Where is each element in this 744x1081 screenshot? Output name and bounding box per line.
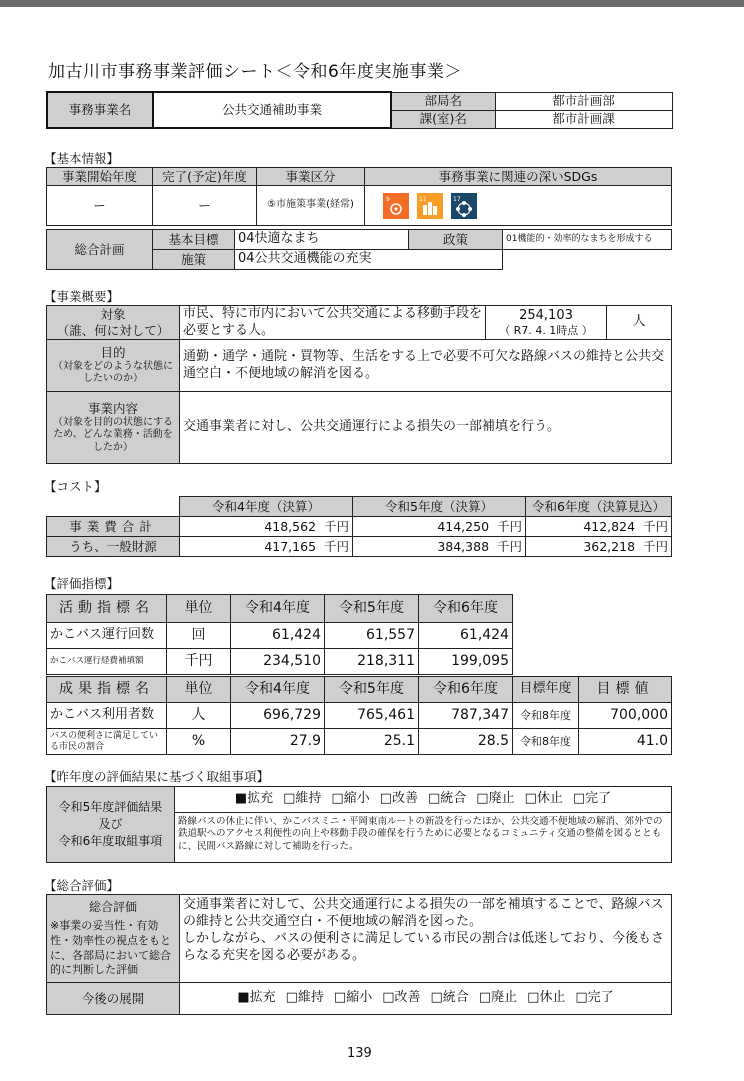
sdgs-icons: [365, 186, 672, 226]
svg-text:9: 9: [386, 195, 390, 203]
activity-header: 活動指標名: [47, 595, 167, 623]
outcome-header: 成果指標名: [47, 677, 167, 703]
prev-option-complete: □完了: [572, 791, 612, 807]
cost-general-r5: 384,388 千円: [353, 537, 526, 557]
prev-eval-label: [47, 787, 175, 863]
category-label: 事業区分: [257, 168, 365, 186]
overview-table: [46, 305, 672, 464]
measure-label: 施策: [153, 250, 235, 270]
target-label-main: 対象: [100, 306, 126, 322]
indicators-heading: 【評価指標】: [44, 576, 120, 591]
sdgs-label: 事務事業に関連の深いSDGs: [365, 168, 672, 186]
prev-option-suspend: □休止: [524, 791, 563, 807]
outcome-target-year-2: 令和8年度: [513, 729, 579, 755]
target-date: （ R7. 4. 1時点 ）: [499, 323, 593, 337]
activity-value-1-r5: 61,557: [325, 623, 419, 649]
cost-col-r4: 令和4年度（決算）: [180, 497, 353, 517]
content-label-main: 事業内容: [87, 400, 138, 416]
start-year: ー: [47, 186, 153, 226]
policy-value: 01機能的・効率的なまちを形成する: [503, 230, 672, 250]
content-text: 交通事業者に対し、公共交通運行による損失の一部補填を行う。: [180, 392, 672, 464]
dept-label: 部局名: [391, 92, 495, 110]
purpose-text: 通勤・通学・通院・買物等、生活をする上で必要不可欠な路線バスの維持と公共交通空白・不便地域の解消を図る。: [180, 340, 672, 392]
prev-eval-text: 路線バスの休止に伴い、かこバスミニ・平岡東南ルートの新設を行ったほか、公共交通不便地域の解消、郊外での鉄道駅へのアクセス利便性の向上や移動手段の確保を行うために必要となるコミュニティ交通の整備を図るとともに、民間バス路線に対して補助を行った。: [175, 813, 672, 863]
overall-heading: 【総合評価】: [44, 878, 120, 893]
outcome-value-1-r5: 765,461: [325, 703, 419, 729]
section-name: 都市計画課: [495, 110, 672, 128]
cost-total-r5: 414,250 千円: [353, 517, 526, 537]
future-label: 今後の展開: [47, 983, 180, 1015]
overall-text-1: 交通事業者に対して、公共交通運行による損失の一部を補填することで、路線バスの維持と公共交通空白・不便地域の解消を図った。: [183, 897, 664, 929]
outcome-target-value-2: 41.0: [579, 729, 672, 755]
sdg-9-icon: [383, 193, 409, 219]
target-unit: 人: [607, 306, 672, 340]
activity-r6-header: 令和6年度: [419, 595, 513, 623]
plan-table: [46, 229, 672, 270]
overall-label: [47, 895, 180, 983]
start-year-label: 事業開始年度: [47, 168, 153, 186]
top-border: [0, 0, 744, 7]
sdg-17-icon: [451, 193, 477, 219]
overview-heading: 【事業概要】: [44, 289, 120, 304]
prev-option-abolish: □廃止: [476, 791, 515, 807]
future-option-improve: □改善: [382, 990, 421, 1006]
project-name: 公共交通補助事業: [153, 92, 391, 128]
prev-eval-label-1: 令和5年度評価結果: [58, 800, 163, 815]
cost-col-r6: 令和6年度（決算見込）: [526, 497, 672, 517]
activity-unit-2: 千円: [167, 649, 231, 675]
target-count-cell: [486, 306, 607, 340]
measure-value: 04公共交通機能の充実: [235, 250, 503, 270]
activity-unit-header: 単位: [167, 595, 231, 623]
future-option-integrate: □統合: [430, 990, 469, 1006]
future-option-complete: □完了: [575, 990, 614, 1006]
dept-name: 都市計画部: [495, 92, 672, 110]
svg-text:11: 11: [419, 195, 427, 203]
outcome-unit-header: 単位: [167, 677, 231, 703]
target-year-header: 目標年度: [513, 677, 579, 703]
cost-table: [46, 496, 672, 557]
overall-table: [46, 894, 672, 1015]
prev-option-expand: ■拡充: [234, 791, 274, 807]
purpose-label-sub: （対象をどのような状態にしたいのか）: [53, 360, 173, 385]
outcome-value-2-r5: 25.1: [325, 729, 419, 755]
section-label: 課(室)名: [391, 110, 495, 128]
purpose-label: [47, 340, 180, 392]
target-text: 市民、特に市内において公共交通による移動手段を必要とする人。: [180, 306, 486, 340]
activity-name-2: かこバス運行経費補填額: [47, 649, 167, 675]
svg-text:17: 17: [453, 195, 461, 203]
cost-general-r6: 362,218 千円: [526, 537, 672, 557]
activity-r5-header: 令和5年度: [325, 595, 419, 623]
outcome-r4-header: 令和4年度: [231, 677, 325, 703]
outcome-name-2: バスの便利さに満足している市民の割合: [47, 729, 167, 755]
end-year: ー: [153, 186, 257, 226]
outcome-r6-header: 令和6年度: [419, 677, 513, 703]
future-option-reduce: □縮小: [333, 990, 373, 1006]
outcome-r5-header: 令和5年度: [325, 677, 419, 703]
outcome-target-value-1: 700,000: [579, 703, 672, 729]
outcome-indicators-table: [46, 676, 672, 755]
content-label-sub: （対象を目的の状態にするため、どんな業務・活動をしたか）: [53, 416, 173, 453]
page-number: 139: [347, 1046, 372, 1061]
overall-text: [180, 895, 672, 983]
cost-row-general-label: うち、一般財源: [47, 537, 180, 557]
cost-total-r4: 418,562 千円: [180, 517, 353, 537]
prev-option-integrate: □統合: [428, 791, 467, 807]
future-options: [180, 983, 672, 1015]
target-value-header: 目標値: [579, 677, 672, 703]
activity-unit-1: 回: [167, 623, 231, 649]
target-label-sub: （誰、何に対して）: [56, 322, 170, 338]
cost-heading: 【コスト】: [44, 479, 107, 494]
outcome-value-2-r6: 28.5: [419, 729, 513, 755]
plan-label: 総合計画: [47, 230, 153, 270]
prev-eval-heading: 【昨年度の評価結果に基づく取組事項】: [44, 769, 270, 784]
end-year-label: 完了(予定)年度: [153, 168, 257, 186]
basic-info-table: [46, 167, 672, 226]
policy-label: 政策: [409, 230, 503, 250]
cost-col-r5: 令和5年度（決算）: [353, 497, 526, 517]
sdg-11-icon: [417, 193, 443, 219]
activity-value-1-r4: 61,424: [231, 623, 325, 649]
prev-eval-label-2: 及び: [98, 817, 123, 832]
future-option-maintain: □維持: [285, 990, 324, 1006]
overall-label-main: 総合評価: [88, 899, 137, 914]
outcome-name-1: かこバス利用者数: [47, 703, 167, 729]
activity-name-1: かこバス運行回数: [47, 623, 167, 649]
activity-indicators-table: [46, 594, 513, 675]
goal-value: 04快適なまち: [235, 230, 409, 250]
prev-eval-table: [46, 786, 672, 863]
project-name-label: 事務事業名: [47, 92, 153, 128]
activity-r4-header: 令和4年度: [231, 595, 325, 623]
outcome-unit-1: 人: [167, 703, 231, 729]
outcome-value-1-r6: 787,347: [419, 703, 513, 729]
activity-value-1-r6: 61,424: [419, 623, 513, 649]
prev-eval-label-3: 令和6年度取組事項: [58, 833, 163, 848]
target-count: 254,103: [519, 307, 573, 323]
prev-option-maintain: □維持: [283, 791, 322, 807]
target-label: [47, 306, 180, 340]
future-option-suspend: □休止: [527, 990, 566, 1006]
category: ⑤市施策事業(経常): [257, 186, 365, 226]
activity-value-2-r4: 234,510: [231, 649, 325, 675]
purpose-label-main: 目的: [100, 345, 126, 361]
goal-label: 基本目標: [153, 230, 235, 250]
outcome-target-year-1: 令和8年度: [513, 703, 579, 729]
future-option-abolish: □廃止: [478, 990, 518, 1006]
outcome-value-2-r4: 27.9: [231, 729, 325, 755]
prev-option-improve: □改善: [379, 791, 418, 807]
cost-row-total-label: 事業費合計: [47, 517, 180, 537]
future-option-expand: ■拡充: [237, 990, 276, 1006]
outcome-value-1-r4: 696,729: [231, 703, 325, 729]
cost-general-r4: 417,165 千円: [180, 537, 353, 557]
outcome-unit-2: %: [167, 729, 231, 755]
activity-value-2-r6: 199,095: [419, 649, 513, 675]
prev-eval-options: [175, 787, 672, 813]
basic-info-heading: 【基本情報】: [44, 151, 120, 166]
content-label: [47, 392, 180, 464]
page-title: 加古川市事務事業評価シート＜令和6年度実施事業＞: [48, 62, 462, 82]
overall-text-2: しかしながら、バスの便利さに満足している市民の割合は低迷しており、今後もさらなる充実を図る必要がある。: [183, 930, 665, 963]
header-table: [46, 91, 673, 129]
activity-value-2-r5: 218,311: [325, 649, 419, 675]
overall-label-note: ※事業の妥当性・有効性・効率性の視点をもとに、各部局において総合的に判断した評価: [50, 918, 171, 977]
cost-total-r6: 412,824 千円: [526, 517, 672, 537]
prev-option-reduce: □縮小: [331, 791, 370, 807]
